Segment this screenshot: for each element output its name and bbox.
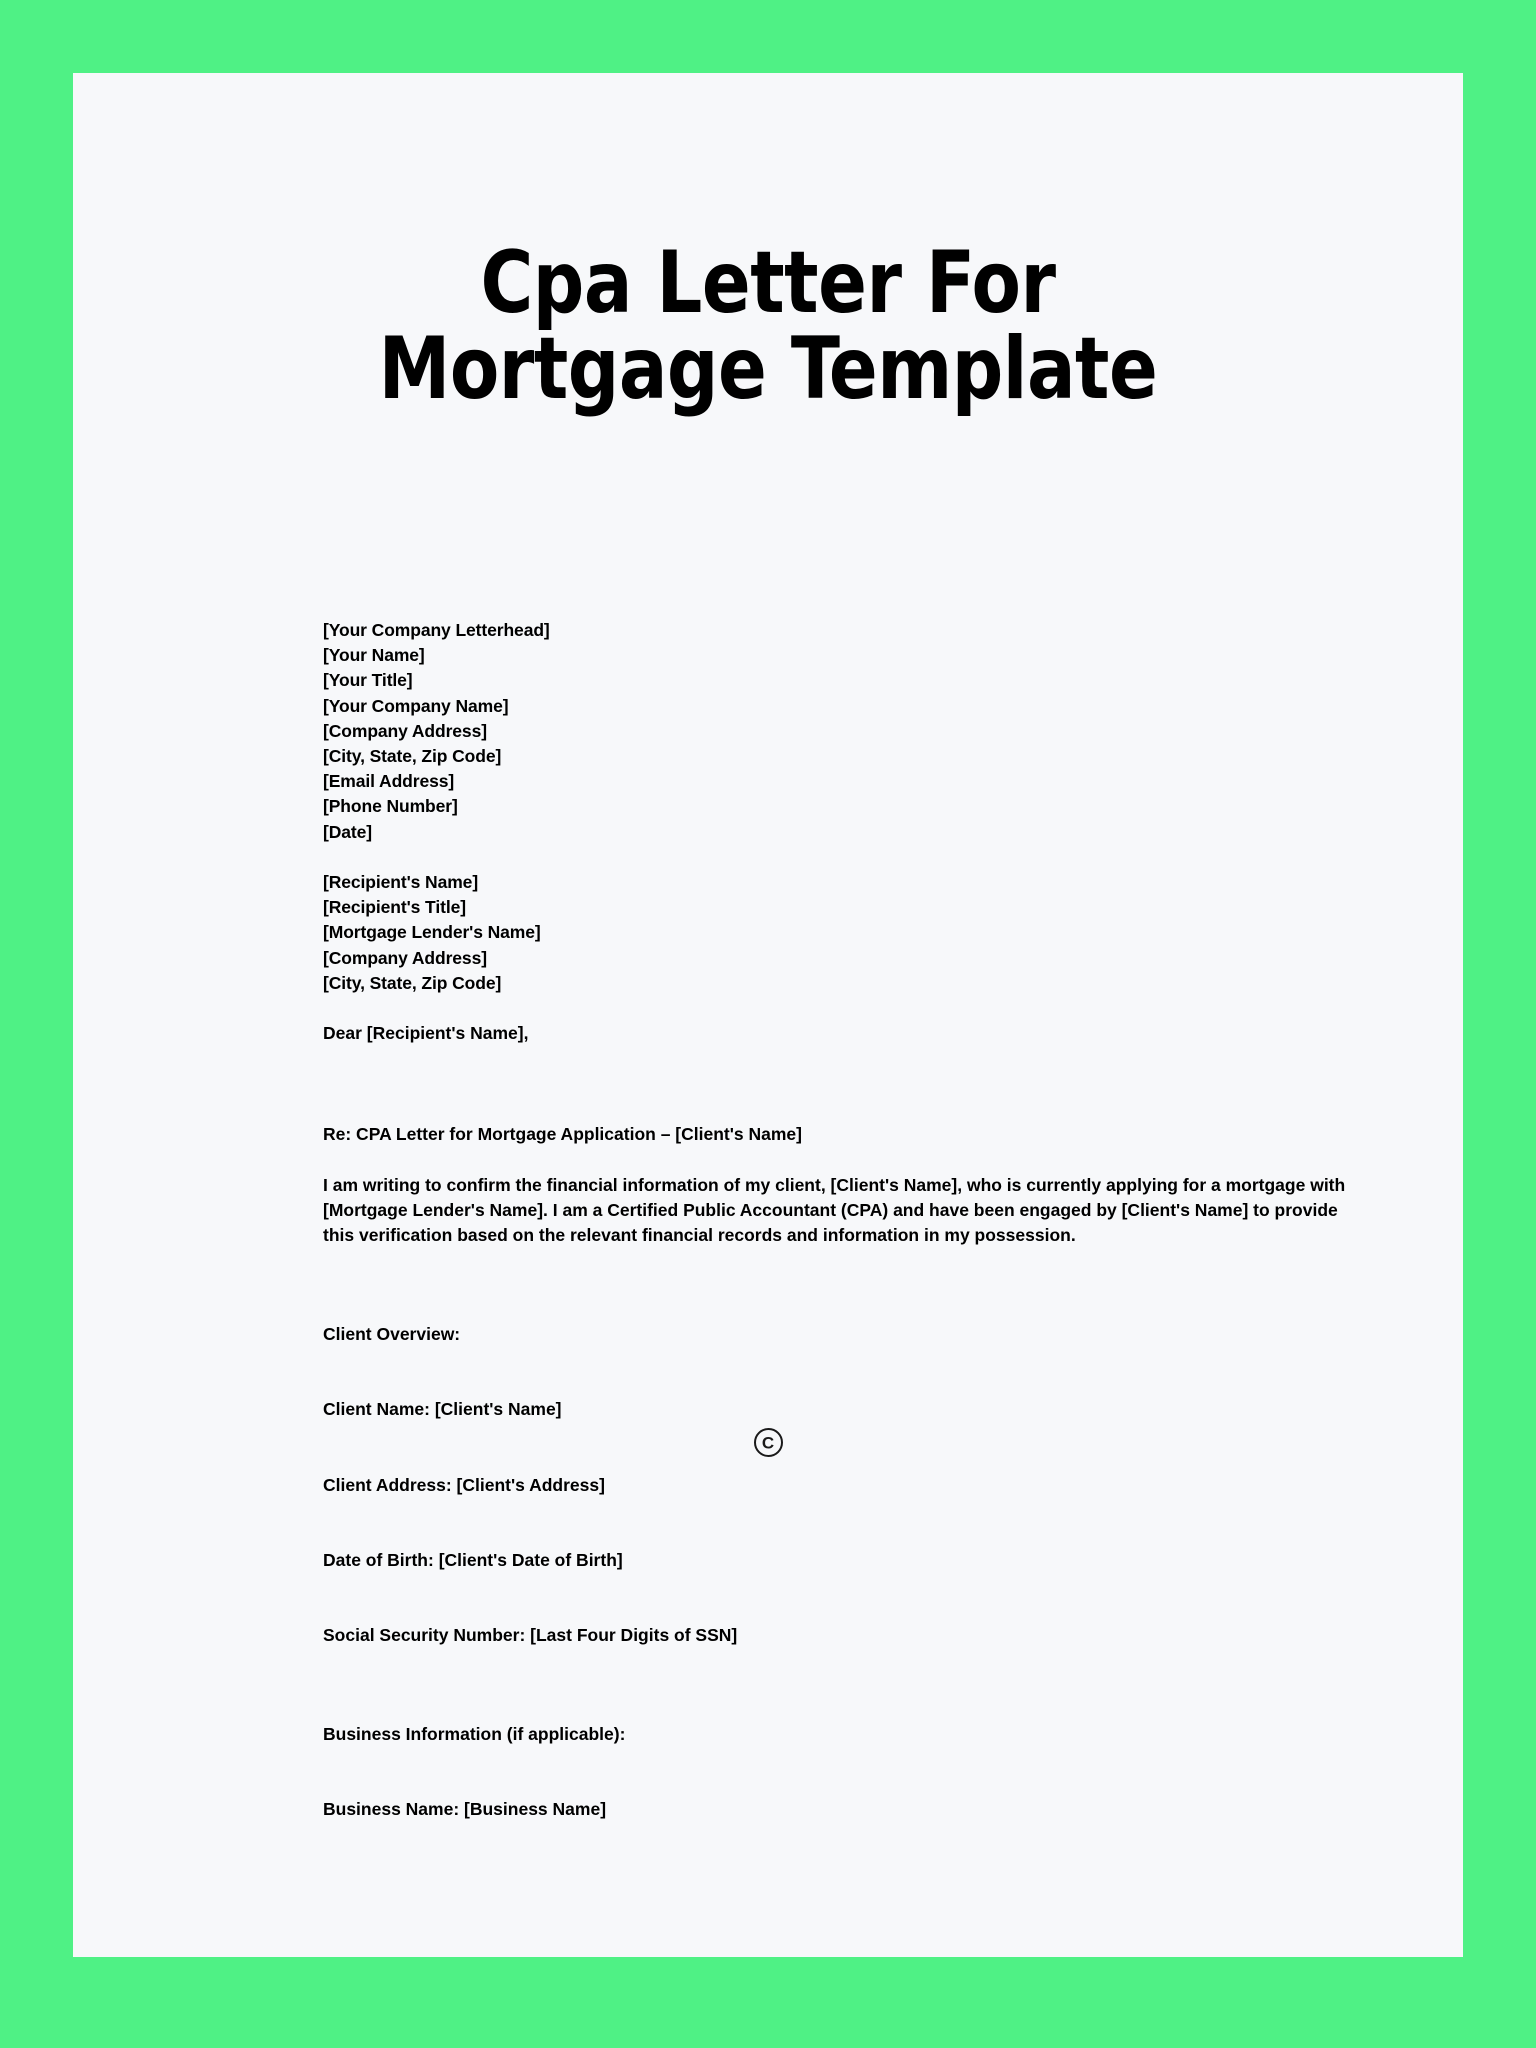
sender-line: [Email Address] xyxy=(323,771,455,792)
subject-line: Re: CPA Letter for Mortgage Application – [Client's Name] xyxy=(323,1124,802,1145)
business-info-heading: Business Information (if applicable): xyxy=(323,1724,626,1745)
sender-line: [Your Company Letterhead] xyxy=(323,620,550,640)
sender-line: [Your Title] xyxy=(323,670,413,691)
intro-paragraph: I am writing to confirm the financial information of my client, [Client's Name], who is currently applying for a mortgage with [Mortgage Lender's Name]. I am a Certified Public Accountant (CPA) and have been engaged by [Client's Name] to provide this verification based on the relevant financial records and information in my possession. xyxy=(323,1174,1346,1246)
block-spacer xyxy=(323,845,1358,870)
copyright-icon xyxy=(754,1428,783,1457)
page-title: Cpa Letter For Mortgage Template xyxy=(378,233,1158,419)
sender-line: [Phone Number] xyxy=(323,796,458,817)
client-field-address: Client Address: [Client's Address] xyxy=(323,1474,605,1495)
sender-line: [Your Company Name] xyxy=(323,695,509,716)
footer xyxy=(73,1428,1463,1462)
salutation: Dear [Recipient's Name], xyxy=(323,1023,529,1044)
sender-line: [Company Address] xyxy=(323,720,487,741)
client-field-ssn: Social Security Number: [Last Four Digits of SSN] xyxy=(323,1625,738,1646)
business-field-name: Business Name: [Business Name] xyxy=(323,1799,607,1820)
client-overview-heading: Client Overview: xyxy=(323,1324,461,1345)
recipient-address-block xyxy=(323,870,1358,996)
recipient-line: [Recipient's Title] xyxy=(323,897,466,918)
recipient-line: [Mortgage Lender's Name] xyxy=(323,922,541,943)
sender-line: [Your Name] xyxy=(323,645,425,666)
recipient-line: [City, State, Zip Code] xyxy=(323,972,502,993)
client-field-dob: Date of Birth: [Client's Date of Birth] xyxy=(323,1549,623,1570)
document-page xyxy=(73,73,1463,1957)
recipient-line: [Company Address] xyxy=(323,947,487,968)
letter-body xyxy=(323,618,1358,1823)
client-field-name: Client Name: [Client's Name] xyxy=(323,1399,562,1420)
recipient-line: [Recipient's Name] xyxy=(323,872,479,893)
sender-address-block xyxy=(323,618,1358,845)
sender-line: [City, State, Zip Code] xyxy=(323,746,502,767)
sender-line: [Date] xyxy=(323,821,372,842)
